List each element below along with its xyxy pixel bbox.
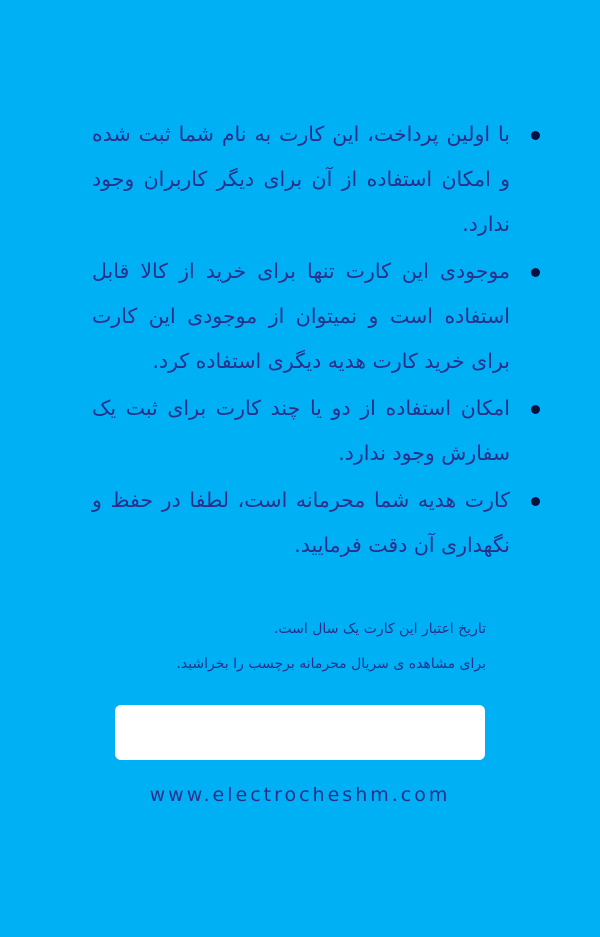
validity-note: تاریخ اعتبار این کارت یک سال است. — [273, 621, 486, 637]
bullet-icon — [531, 405, 540, 414]
term-item — [92, 478, 540, 568]
term-text: با اولین پرداخت، این کارت به نام شما ثبت شده و امکان استفاده از آن برای دیگر کاربران وجود ندارد. — [92, 122, 510, 236]
term-text: کارت هدیه شما محرمانه است، لطفا در حفظ و نگهداری آن دقت فرمایید. — [92, 488, 510, 557]
bullet-icon — [531, 268, 540, 277]
term-text: موجودی این کارت تنها برای خرید از کالا قابل استفاده است و نمیتوان از موجودی این کارت برای خرید کارت هدیه دیگری استفاده کرد. — [92, 259, 510, 373]
bullet-icon — [531, 131, 540, 140]
term-item — [92, 386, 540, 476]
bullet-icon — [531, 497, 540, 506]
scratch-serial-area[interactable] — [115, 705, 485, 760]
scratch-note: برای مشاهده ی سریال محرمانه برچسب را بخراشید. — [176, 656, 486, 672]
terms-list — [92, 112, 540, 570]
card-notes — [110, 612, 486, 682]
term-text: امکان استفاده از دو یا چند کارت برای ثبت یک سفارش وجود ندارد. — [92, 396, 510, 465]
website-url: www.electrocheshm.com — [149, 784, 451, 806]
term-item — [92, 249, 540, 384]
term-item — [92, 112, 540, 247]
